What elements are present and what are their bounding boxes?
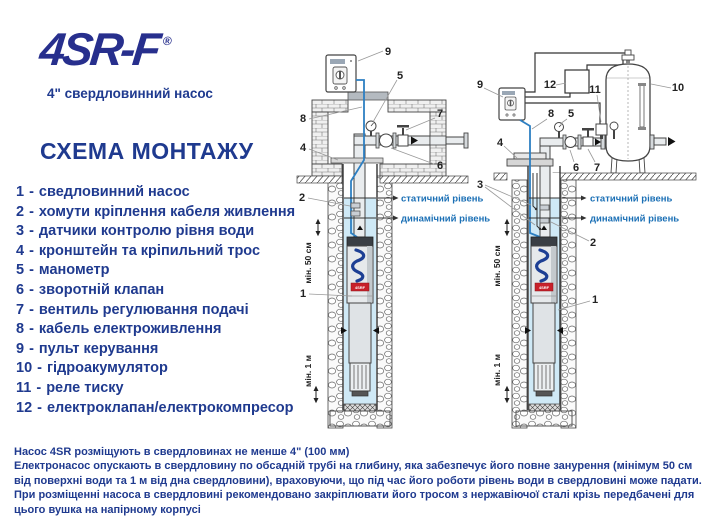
hydro-accumulator-tank: [606, 50, 650, 173]
dimension-min-1m: [492, 354, 510, 403]
flow-arrow: [668, 137, 676, 146]
page-title: СХЕМА МОНТАЖУ: [40, 138, 254, 164]
well-bottom-floor: [529, 404, 560, 411]
legend-separator: -: [37, 399, 42, 416]
ground-surface: [297, 176, 342, 183]
callout-1: 1: [299, 288, 307, 300]
callout-7: 7: [593, 162, 601, 174]
dimension-label: мін. 1 м: [303, 355, 313, 387]
legend-item-label: кабель електроживлення: [38, 321, 222, 338]
callout-5: 5: [567, 108, 575, 120]
legend-separator: -: [29, 301, 34, 318]
dynamic-level-label: динамічний рівень: [590, 213, 680, 225]
tank-outlet: [650, 135, 676, 149]
callout-12: 12: [543, 79, 557, 91]
legend-separator: -: [29, 203, 34, 220]
air-valve: [622, 50, 634, 64]
callout-8: 8: [299, 113, 307, 125]
callout-4: 4: [496, 137, 504, 149]
well-bottom-gravel: [516, 411, 572, 426]
legend-item: [16, 222, 296, 242]
callout-4: 4: [299, 142, 307, 154]
callout-1: 1: [591, 294, 599, 306]
legend-item-label: манометр: [38, 262, 110, 279]
installation-diagram-automated: [455, 35, 704, 435]
legend-item-number: 11: [16, 379, 32, 396]
legend-item: [16, 301, 296, 321]
legend-item: [16, 261, 296, 281]
legend-item-label: сведловинний насос: [38, 184, 190, 200]
note-paragraph: Електронасос опускають в свердловину по обсадній трубі на глибину, яка забезпечує його повне занурення (мінімум 50 см від поверхні води та 1 м від дна свердловини), враховуючи, що під час його роботи рівень води в свердловині може падати.: [14, 460, 702, 487]
legend-separator: -: [29, 281, 34, 298]
ground-surface: [553, 173, 696, 180]
dynamic-level-label: динамічний рівень: [401, 213, 491, 225]
legend-item-label: гідроакумулятор: [46, 360, 168, 377]
callout-2: 2: [589, 237, 597, 249]
legend-separator: -: [37, 360, 42, 377]
brand-logo-text: 4SR-F: [37, 23, 161, 75]
legend-item-number: 8: [16, 321, 25, 338]
dimension-label: мін. 50 см: [492, 245, 502, 287]
legend-item: [16, 379, 296, 399]
pump-intake-grille: [534, 363, 554, 391]
legend-item-number: 6: [16, 281, 25, 298]
check-valve: [380, 134, 393, 147]
callout-9: 9: [476, 79, 484, 91]
legend-item-label: електроклапан/електрокомпресор: [46, 399, 294, 416]
legend-separator: -: [29, 242, 34, 259]
legend-item-number: 9: [16, 340, 25, 357]
cable-clamp: [351, 211, 360, 216]
legend-item-number: 4: [16, 242, 25, 259]
legend-item: [16, 340, 296, 360]
control-panel: [499, 88, 525, 120]
pump-label-text: 4SRF: [538, 284, 550, 290]
legend-separator: -: [29, 262, 34, 279]
dimension-min-50cm: [303, 219, 321, 284]
callout-6: 6: [436, 160, 444, 172]
legend-item-label: пульт керування: [38, 340, 159, 357]
callout-7: 7: [436, 108, 444, 120]
control-panel: [326, 55, 356, 92]
legend-separator: -: [29, 184, 34, 200]
cable-clamp: [540, 218, 549, 223]
callout-10: 10: [671, 82, 685, 94]
legend-item-label: кронштейн та кріпильний трос: [38, 242, 261, 259]
pump-intake-grille: [350, 363, 370, 391]
installation-notes: [14, 445, 702, 517]
dimension-label: мін. 50 см: [303, 242, 313, 284]
legend-item-number: 1: [16, 184, 25, 200]
legend-item-number: 12: [16, 399, 33, 416]
legend-separator: -: [29, 340, 34, 357]
legend-separator: -: [36, 379, 42, 396]
check-valve: [565, 137, 576, 148]
note-paragraph: При розміщенні насоса в свердловині рекомендовано закріплювати його тросом з нержавіючої сталі крізь передбачені для цього вушка на напірному корпусі: [14, 489, 695, 516]
legend-item-number: 10: [16, 360, 33, 377]
pump-label-text: 4SRF: [354, 284, 366, 290]
legend-item-label: хомути кріплення кабеля живлення: [38, 203, 296, 220]
legend-item: [16, 320, 296, 340]
tank-leg: [639, 158, 645, 173]
brand-subtitle: 4" свердловинний насос: [47, 86, 213, 101]
legend-item: [16, 183, 296, 203]
callout-6: 6: [572, 162, 580, 174]
legend-item: [16, 242, 296, 262]
legend-item: [16, 359, 296, 379]
well-bottom-floor: [344, 404, 376, 411]
pressure-gauge: [555, 123, 564, 139]
legend-item: [16, 399, 296, 419]
legend-item-number: 5: [16, 262, 25, 279]
callout-8: 8: [547, 108, 555, 120]
dimension-min-1m: [303, 355, 319, 403]
cable-clamp: [351, 203, 360, 208]
legend-item-label: вентиль регулювання подачі: [38, 301, 249, 318]
legend-item-number: 7: [16, 301, 25, 318]
callout-9: 9: [384, 46, 392, 58]
callout-11: 11: [589, 84, 601, 96]
static-level-label: статичний рівень: [401, 193, 484, 205]
tank-leg: [611, 158, 617, 173]
dimension-label: мін. 1 м: [492, 354, 502, 386]
legend-item-label: реле тиску: [46, 379, 124, 396]
brand-logo: [37, 23, 174, 75]
legend-item-number: 2: [16, 203, 25, 220]
legend-item-label: датчики контролю рівня води: [38, 223, 255, 240]
legend-item-label: зворотній клапан: [38, 281, 165, 298]
well-bottom-gravel: [330, 411, 390, 426]
support-bracket: [331, 158, 383, 163]
ground-surface: [494, 173, 507, 180]
registered-trademark: ®: [162, 34, 173, 48]
cable-clamp: [540, 205, 549, 210]
legend-item: [16, 281, 296, 301]
legend-separator: -: [29, 223, 34, 240]
supply-valve: [582, 128, 594, 146]
legend: [16, 183, 296, 418]
note-paragraph: Насос 4SR розміщують в свердловинах не менше 4" (100 мм): [14, 446, 350, 458]
legend-item: [16, 203, 296, 223]
dimension-min-50cm: [492, 219, 510, 287]
pit-cover-slab: [348, 92, 388, 100]
callout-5: 5: [396, 70, 404, 82]
static-level-label: статичний рівень: [590, 193, 673, 205]
legend-separator: -: [29, 321, 34, 338]
sight-glass: [640, 85, 644, 127]
callout-3: 3: [476, 179, 484, 191]
solenoid-compressor-box: [565, 70, 589, 93]
callout-2: 2: [298, 192, 306, 204]
legend-item-number: 3: [16, 223, 25, 240]
